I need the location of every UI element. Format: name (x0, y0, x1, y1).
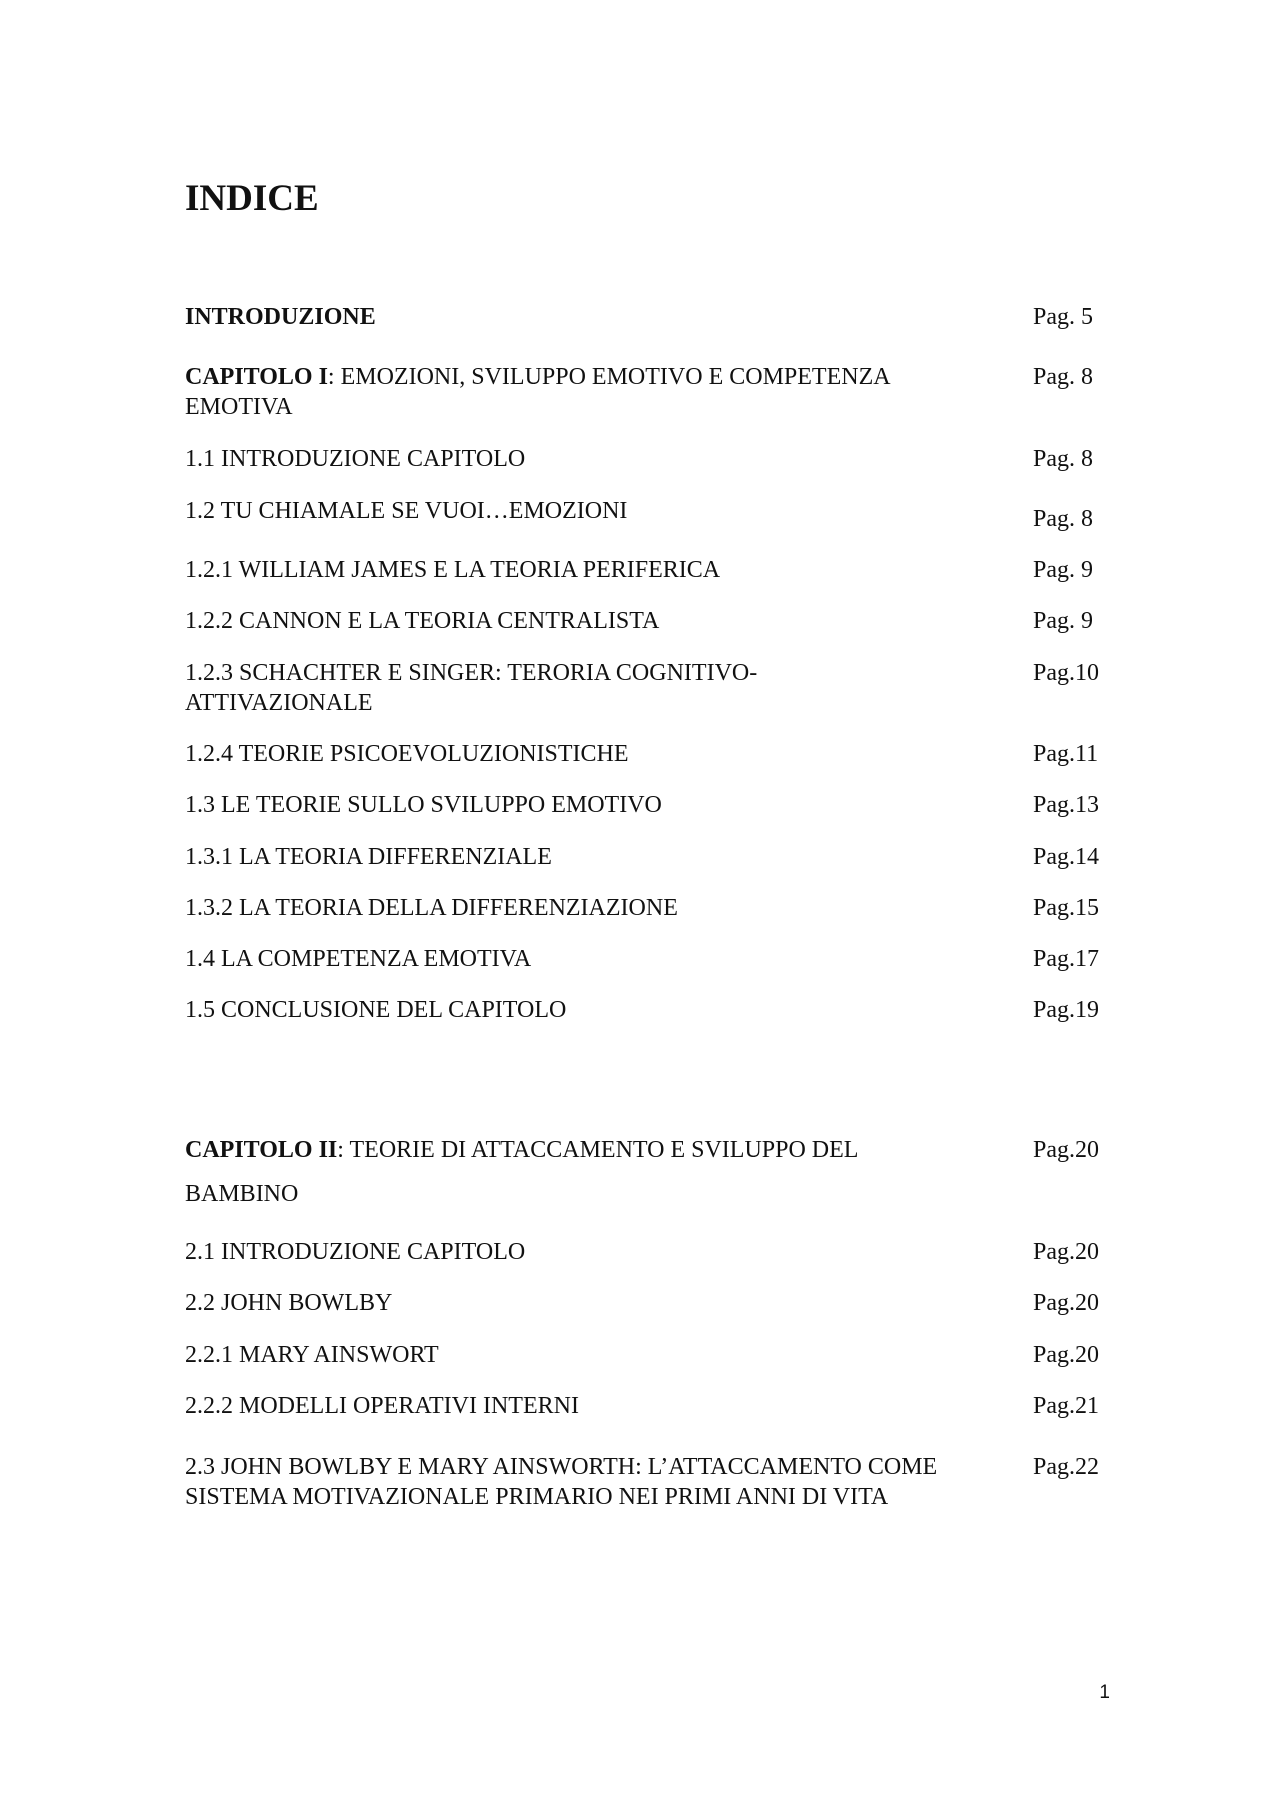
toc-entry-page: Pag.20 (1033, 1290, 1099, 1316)
toc-entry-page: Pag.20 (1033, 1137, 1099, 1163)
toc-entry-title: 1.2.4 TEORIE PSICOEVOLUZIONISTICHE (185, 741, 629, 767)
toc-entry-1-5 (185, 995, 1103, 1025)
toc-entry-title: 2.1 INTRODUZIONE CAPITOLO (185, 1239, 526, 1265)
toc-entry-page: Pag.14 (1033, 844, 1099, 870)
toc-entry-2-2-2 (185, 1391, 1103, 1421)
toc-entry-introduzione (185, 302, 1103, 332)
toc-entry-page: Pag.10 (1033, 660, 1099, 686)
toc-entry-title: 2.2.2 MODELLI OPERATIVI INTERNI (185, 1393, 579, 1419)
toc-entry-title-bold: CAPITOLO II (185, 1137, 338, 1163)
toc-entry-2-2 (185, 1288, 1103, 1318)
toc-entry-2-2-1 (185, 1340, 1103, 1370)
toc-entry-page: Pag.15 (1033, 895, 1099, 921)
toc-entry-title: 2.2 JOHN BOWLBY (185, 1290, 393, 1316)
toc-entry-page: Pag.21 (1033, 1393, 1099, 1419)
toc-entry-1-2-2 (185, 606, 1103, 636)
toc-entry-2-1 (185, 1237, 1103, 1267)
toc-entry-page: Pag.17 (1033, 946, 1099, 972)
toc-entry-title: 2.3 JOHN BOWLBY E MARY AINSWORTH: L’ATTACCAMENTO COME SISTEMA MOTIVAZIONALE PRIMARIO NEI PRIMI ANNI DI VITA (185, 1454, 938, 1510)
toc-entry-page: Pag.22 (1033, 1454, 1099, 1480)
toc-entry-page: Pag. 8 (1033, 506, 1093, 532)
toc-entry-page: Pag.20 (1033, 1239, 1099, 1265)
toc-entry-1-3-1 (185, 842, 1103, 872)
toc-entry-title (185, 362, 975, 422)
toc-entry-title: 1.4 LA COMPETENZA EMOTIVA (185, 946, 532, 972)
toc-entry-page: Pag.20 (1033, 1342, 1099, 1368)
toc-entry-title: 2.2.1 MARY AINSWORT (185, 1342, 439, 1368)
toc-entry-1-4 (185, 944, 1103, 974)
page-number: 1 (1099, 1682, 1110, 1703)
toc-entry-capitolo-2 (185, 1128, 1103, 1216)
toc-entry-title: 1.5 CONCLUSIONE DEL CAPITOLO (185, 997, 567, 1023)
toc-entry-title: 1.3.2 LA TEORIA DELLA DIFFERENZIAZIONE (185, 895, 678, 921)
toc-entry-title-bold: CAPITOLO I (185, 364, 328, 390)
toc-entry-title: 1.2.2 CANNON E LA TEORIA CENTRALISTA (185, 608, 660, 634)
toc-entry-page: Pag. 9 (1033, 608, 1093, 634)
toc-entry-title (185, 1128, 975, 1216)
toc-entry-title: 1.2.1 WILLIAM JAMES E LA TEORIA PERIFERICA (185, 557, 721, 583)
toc-entry-title: 1.1 INTRODUZIONE CAPITOLO (185, 446, 526, 472)
toc-entry-page: Pag.11 (1033, 741, 1099, 767)
toc-entry-page: Pag. 8 (1033, 364, 1093, 390)
toc-entry-1-2-4 (185, 739, 1103, 769)
toc-entry-1-1 (185, 444, 1103, 474)
toc-entry-title: 1.2 TU CHIAMALE SE VUOI…EMOZIONI (185, 498, 628, 524)
toc-entry-page: Pag. 5 (1033, 304, 1093, 330)
toc-entry-capitolo-1 (185, 362, 1103, 422)
toc-entry-title-rest: : EMOZIONI, SVILUPPO EMOTIVO E COMPETENZA EMOTIVA (185, 364, 890, 420)
toc-entry-page: Pag. 9 (1033, 557, 1093, 583)
toc-entry-title-bold: INTRODUZIONE (185, 304, 376, 330)
toc-entry-title (185, 302, 975, 332)
page-title: INDICE (185, 178, 319, 219)
toc-entry-1-3 (185, 790, 1103, 820)
toc-entry-title: 1.3 LE TEORIE SULLO SVILUPPO EMOTIVO (185, 792, 662, 818)
toc-entry-page: Pag. 8 (1033, 446, 1093, 472)
toc-entry-2-3 (185, 1452, 1103, 1512)
toc-entry-1-3-2 (185, 893, 1103, 923)
toc-entry-title-rest: : TEORIE DI ATTACCAMENTO E SVILUPPO DEL (337, 1137, 859, 1163)
toc-entry-title: 1.3.1 LA TEORIA DIFFERENZIALE (185, 844, 552, 870)
toc-entry-1-2-1 (185, 555, 1103, 585)
toc-entry-1-2 (185, 496, 1103, 532)
toc-entry-page: Pag.19 (1033, 997, 1099, 1023)
toc-entry-title-rest-line2: BAMBINO (185, 1181, 299, 1207)
toc-entry-page: Pag.13 (1033, 792, 1099, 818)
toc-entry-1-2-3 (185, 658, 1103, 718)
toc-entry-title: 1.2.3 SCHACHTER E SINGER: TERORIA COGNITIVO-ATTIVAZIONALE (185, 660, 758, 716)
